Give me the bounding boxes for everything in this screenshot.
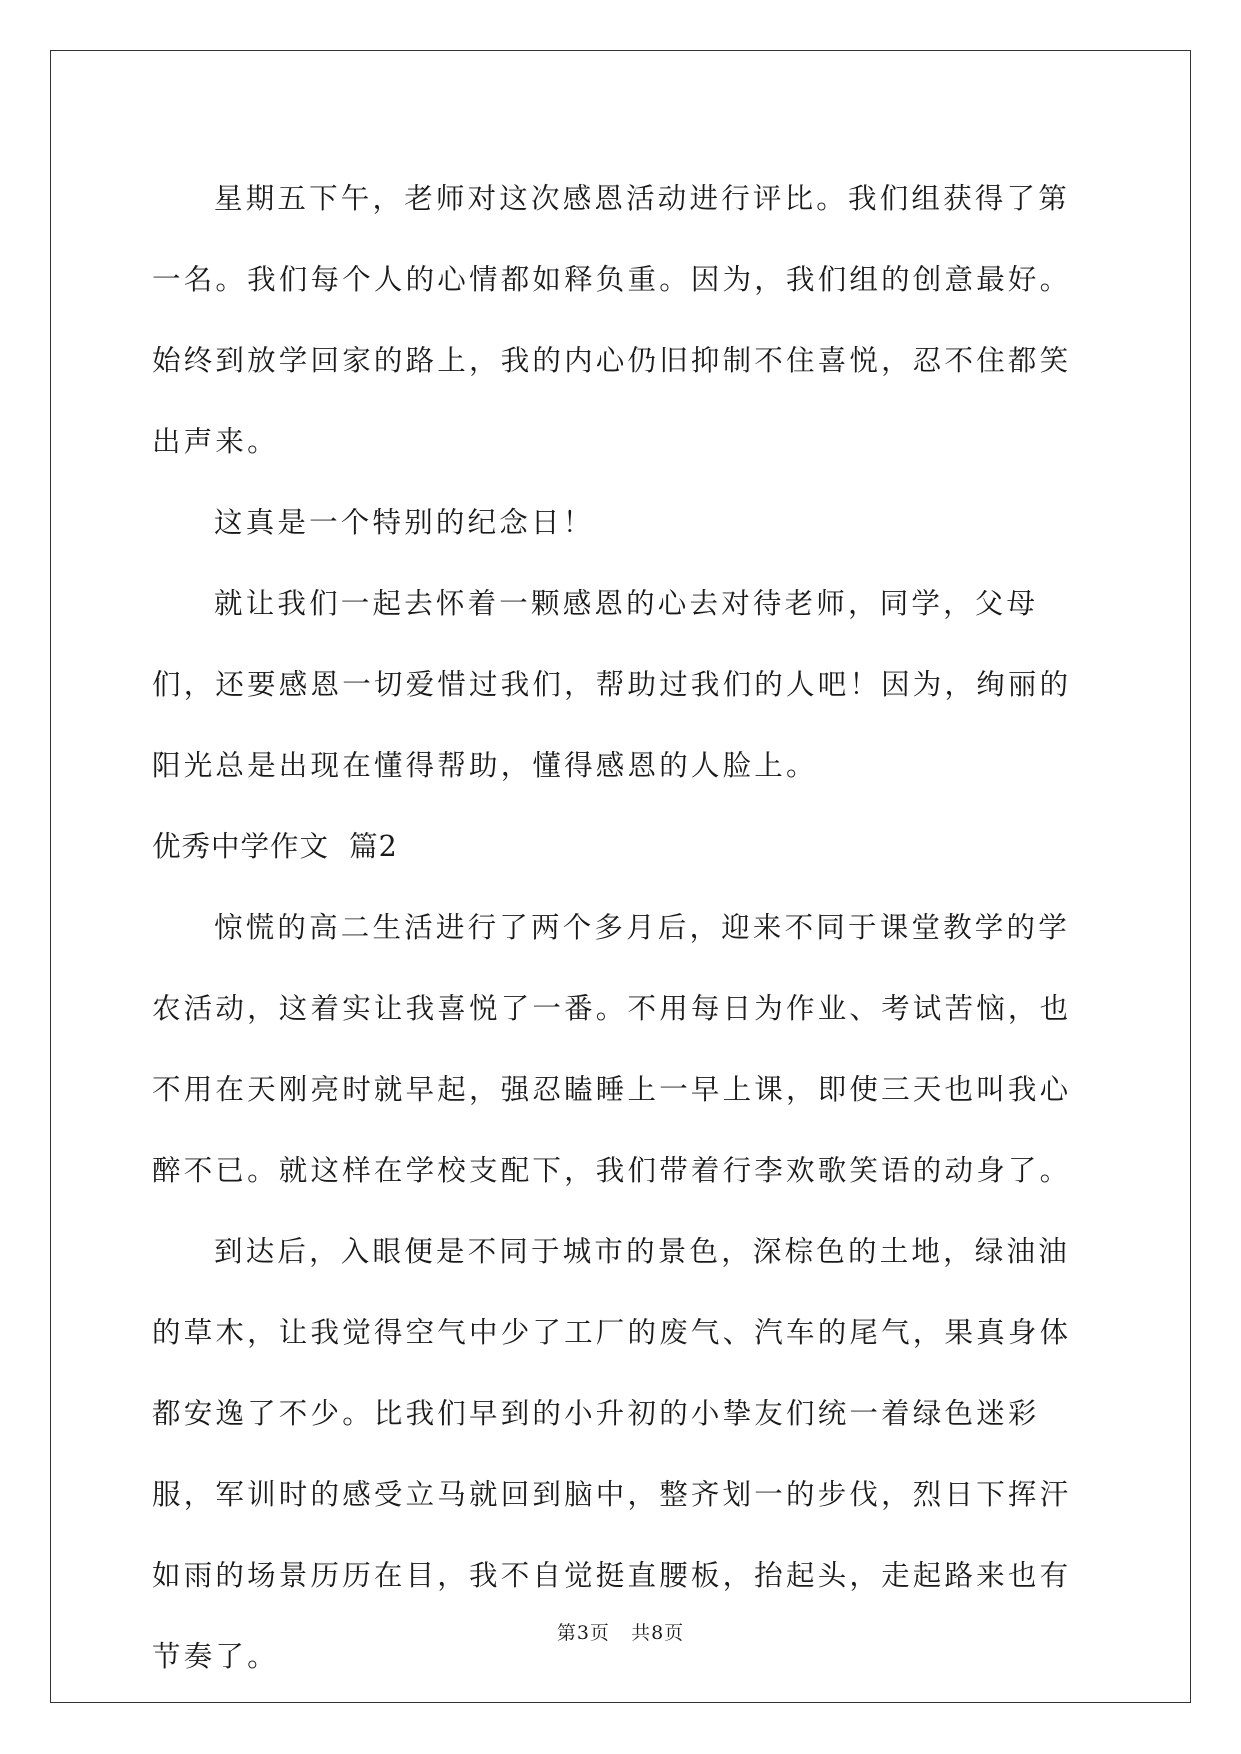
page-number: 第3页	[556, 1622, 610, 1644]
paragraph: 这真是一个特别的纪念日！	[214, 506, 595, 539]
paragraph: 星期五下午，老师对这次感恩活动进行评比。我们组获得了第一名。我们每个人的心情都如释负重。因为，我们组的创意最好。始终到放学回家的路上，我的内心仍旧抑制不住喜悦，忍不住都笑出声来。	[152, 182, 1072, 458]
paragraph: 到达后，入眼便是不同于城市的景色，深棕色的土地，绿油油的草木，让我觉得空气中少了工厂的废气、汽车的尾气，果真身体都安逸了不少。比我们早到的小升初的小挚友们统一着绿色迷彩服，军训时的感受立马就回到脑中，整齐划一的步伐，烈日下挥汗如雨的场景历历在目，我不自觉挺直腰板，抬起头，走起路来也有节奏了。	[152, 1235, 1072, 1673]
paragraph: 就让我们一起去怀着一颗感恩的心去对待老师，同学，父母们，还要感恩一切爱惜过我们，帮助过我们的人吧！因为，绚丽的阳光总是出现在懂得帮助，懂得感恩的人脸上。	[152, 587, 1072, 782]
page-total: 共8页	[631, 1622, 685, 1644]
section-heading: 优秀中学作文 篇2	[152, 830, 398, 863]
page-footer	[0, 1618, 1241, 1645]
paragraph: 惊慌的高二生活进行了两个多月后，迎来不同于课堂教学的学农活动，这着实让我喜悦了一番。不用每日为作业、考试苦恼，也不用在天刚亮时就早起，强忍瞌睡上一早上课，即使三天也叫我心醉不已。就这样在学校支配下，我们带着行李欢歌笑语的动身了。	[152, 911, 1072, 1187]
document-body	[152, 158, 1092, 1697]
